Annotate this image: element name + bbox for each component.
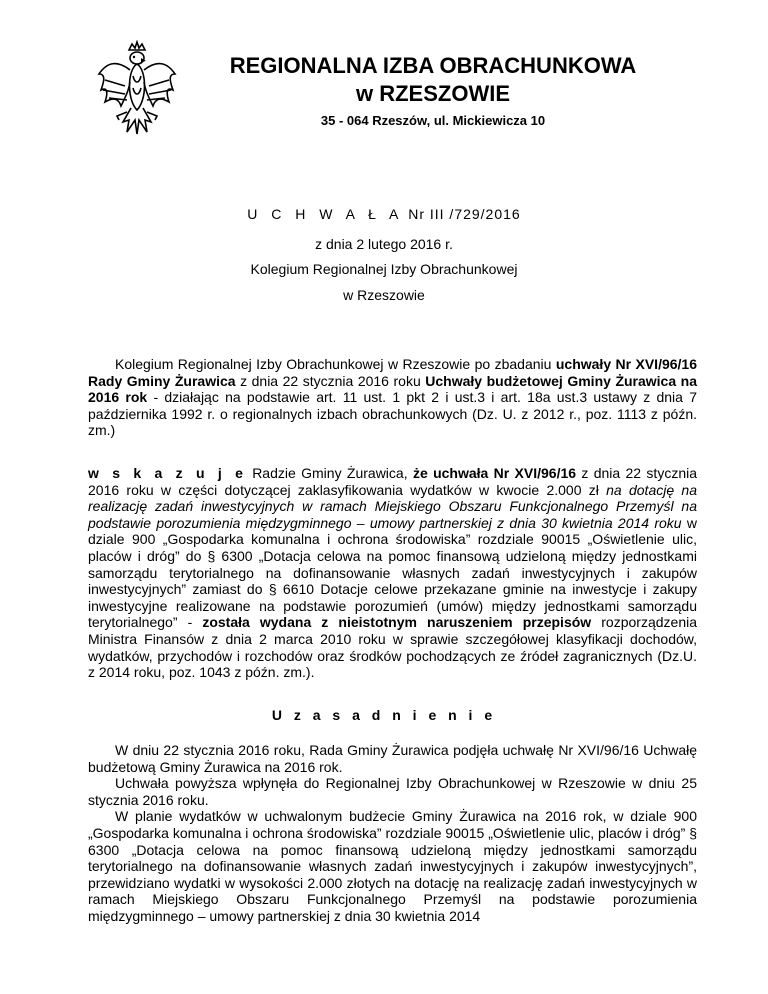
resolution-number: Nr III /729/2016: [408, 206, 521, 222]
justification-text: [88, 742, 697, 925]
intro-paragraph: Kolegium Regionalnej Izby Obrachunkowej w Rzeszowie po zbadaniu uchwały Nr XVI/96/16 Rady Gminy Żurawica z dnia 22 stycznia 2016 roku Uchwały budżetowej Gminy Żurawica na 2016 rok - działając na podstawie art. 11 ust. 1 pkt 2 i ust.3 i art. 18a ust.3 ustawy z dnia 7 października 1992 r. o regionalnych izbach obrachunkowych (Dz. U. z 2012 r., poz. 1113 z późn. zm.): [88, 356, 697, 439]
institution-address: 35 - 064 Rzeszów, ul. Mickiewicza 10: [320, 113, 546, 128]
justification-paragraph-1: W dniu 22 stycznia 2016 roku, Rada Gminy Żurawica podjęła uchwałę Nr XVI/96/16 Uchwałę budżetową Gminy Żurawica na 2016 rok.: [88, 742, 697, 775]
decision-paragraph: w s k a z u j e Radzie Gminy Żurawica, że uchwała Nr XVI/96/16 z dnia 22 stycznia 2016 roku w części dotyczącej zaklasyfikowania wydatków w kwocie 2.000 zł na dotację na realizację zadań inwestycyjnych w ramach Miejskiego Obszaru Funkcjonalnego Przemyśl na podstawie porozumienia międzygminnego – umowy partnerskiej z dnia 30 kwietnia 2014 roku w dziale 900 „Gospodarka komunalna i ochrona środowiska” rozdziale 90015 „Oświetlenie ulic, placów i dróg” do § 6300 „Dotacja celowa na pomoc finansową udzieloną między jednostkami samorządu terytorialnego na dofinansowanie własnych zadań inwestycyjnych i zakupów inwestycyjnych” zamiast do § 6610 Dotacje celowe przekazane gminie na inwestycje i zakupy inwestycyjne realizowane na podstawie porozumień (umów) między jednostkami samorządu terytorialnego” - została wydana z nieistotnym naruszeniem przepisów rozporządzenia Ministra Finansów z dnia 2 marca 2010 roku w sprawie szczegółowej klasyfikacji dochodów, wydatków, przychodów i rozchodów oraz środków pochodzących ze źródeł zagranicznych (Dz.U. z 2014 roku, poz. 1043 z późn. zm.).: [88, 465, 698, 681]
resolution-title: [0, 204, 768, 224]
justification-paragraph-3: W planie wydatków w uchwalonym budżecie Gminy Żurawica na 2016 rok, w dziale 900 „Gospodarka komunalna i ochrona środowiska” rozdziale 90015 „Oświetlenie ulic, placów i dróg” § 6300 „Dotacja celowa na pomoc finansową udzieloną między jednostkami samorządu terytorialnego na dofinansowanie własnych zadań inwestycyjnych i zakupów inwestycyjnych”, przewidziano wydatki w wysokości 2.000 złotych na dotację na realizację zadań inwestycyjnych w ramach Miejskiego Obszaru Funkcjonalnego Przemyśl na podstawie porozumienia międzygminnego – umowy partnerskiej z dnia 30 kwietnia 2014: [88, 808, 697, 924]
resolution-city: w Rzeszowie: [343, 287, 425, 303]
institution-title: REGIONALNA IZBA OBRACHUNKOWA: [229, 53, 637, 78]
eagle-emblem-icon: [97, 40, 177, 138]
justification-paragraph-2: Uchwała powyższa wpłynęła do Regionalnej Izby Obrachunkowej w Rzeszowie w dniu 25 stycznia 2016 roku.: [88, 775, 697, 808]
institution-city: w RZESZOWIE: [356, 81, 510, 106]
justification-heading: U z a s a d n i e n i e: [271, 707, 497, 723]
resolution-word: U C H W A Ł A: [247, 206, 404, 222]
resolution-body: Kolegium Regionalnej Izby Obrachunkowej: [250, 261, 518, 277]
resolution-date: z dnia 2 lutego 2016 r.: [315, 236, 453, 252]
